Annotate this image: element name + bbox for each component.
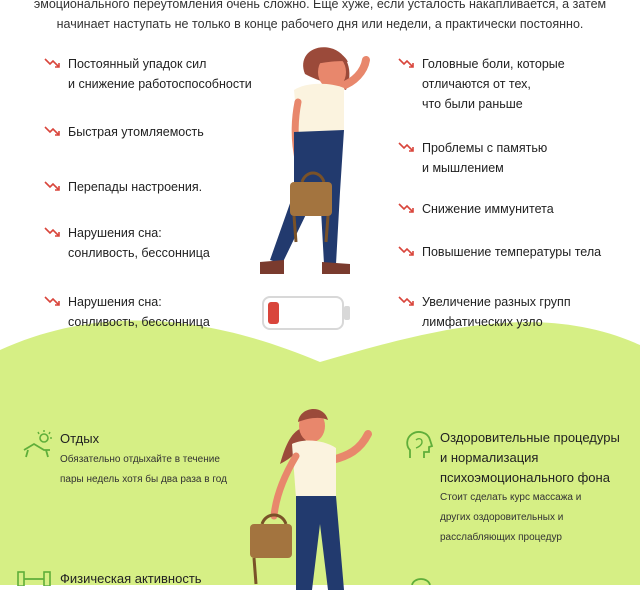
symptom-text: и снижение работоспособности: [68, 77, 252, 91]
tip-text-line: расслабляющих процедур: [440, 532, 562, 543]
battery-level-fill: [268, 302, 279, 324]
symptom-text: Перепады настроения.: [68, 180, 203, 194]
intro-line-2: начинает наступать не только в конце рабочего дня или недели, а практически постоянно.: [56, 17, 584, 31]
trend-down-arrow-icon: [44, 125, 62, 137]
head-wellness-icon: [404, 430, 434, 460]
trend-down-arrow-icon: [44, 226, 62, 238]
tip-title-line: Оздоровительные процедуры: [440, 430, 620, 445]
tip-text-line: других оздоровительных и: [440, 512, 564, 523]
trend-down-arrow-icon: [398, 245, 416, 257]
symptom-text: что были раньше: [422, 97, 523, 111]
symptom-text: Быстрая утомляемость: [68, 125, 204, 139]
symptom-text: Повышение температуры тела: [422, 245, 602, 259]
symptom-text: Снижение иммунитета: [422, 202, 554, 216]
dumbbell-icon: [16, 568, 52, 586]
intro-paragraph: [0, 0, 640, 34]
symptom-right-3: [422, 199, 554, 219]
walking-woman-illustration: [240, 404, 390, 590]
symptom-text: Проблемы с памятью: [422, 141, 548, 155]
tip-rest-title: Отдых: [60, 431, 100, 446]
tip-title-line: и нормализация: [440, 450, 539, 465]
sunbed-sun-icon: [22, 430, 54, 458]
trend-down-arrow-icon: [398, 295, 416, 307]
symptom-text: Постоянный упадок сил: [68, 57, 207, 71]
tip-wellness-title: [440, 428, 620, 488]
symptom-text: Нарушения сна:: [68, 226, 162, 240]
symptom-left-4: [68, 223, 210, 263]
trend-down-arrow-icon: [44, 57, 62, 69]
low-battery-icon: [262, 296, 352, 330]
symptom-left-3: [68, 177, 202, 197]
trend-down-arrow-icon: [44, 180, 62, 192]
symptom-text: и мышлением: [422, 161, 504, 175]
symptom-right-1: [422, 54, 565, 114]
symptom-text: сонливость, бессонница: [68, 315, 210, 329]
symptom-text: Увеличение разных групп: [422, 295, 571, 309]
tip-text-line: пары недель хотя бы два раза в год: [60, 474, 227, 485]
symptom-left-5: [68, 292, 210, 332]
trend-down-arrow-icon: [398, 202, 416, 214]
symptom-right-5: [422, 292, 571, 332]
trend-down-arrow-icon: [398, 141, 416, 153]
tip-activity-title: Физическая активность: [60, 571, 202, 586]
partial-green-icon: [410, 574, 432, 585]
tip-text-line: Обязательно отдыхайте в течение: [60, 454, 220, 465]
symptom-text: Головные боли, которые: [422, 57, 565, 71]
symptom-text: Нарушения сна:: [68, 295, 162, 309]
symptom-left-2: [68, 122, 204, 142]
symptom-right-4: [422, 242, 601, 262]
tip-title-line: психоэмоционального фона: [440, 470, 610, 485]
trend-down-arrow-icon: [44, 295, 62, 307]
tip-text-line: Стоит сделать курс массажа и: [440, 492, 582, 503]
symptom-text: лимфатических узло: [422, 315, 543, 329]
tired-woman-illustration: [250, 42, 380, 282]
trend-down-arrow-icon: [398, 57, 416, 69]
tip-wellness-text: [440, 488, 581, 548]
tip-rest-text: [60, 450, 227, 490]
symptom-text: отличаются от тех,: [422, 77, 531, 91]
intro-line-1: эмоционального переутомления очень сложно. Еще хуже, если усталость накапливается, а затем: [33, 0, 607, 11]
symptom-text: сонливость, бессонница: [68, 246, 210, 260]
symptom-right-2: [422, 138, 547, 178]
symptom-left-1: [68, 54, 252, 94]
